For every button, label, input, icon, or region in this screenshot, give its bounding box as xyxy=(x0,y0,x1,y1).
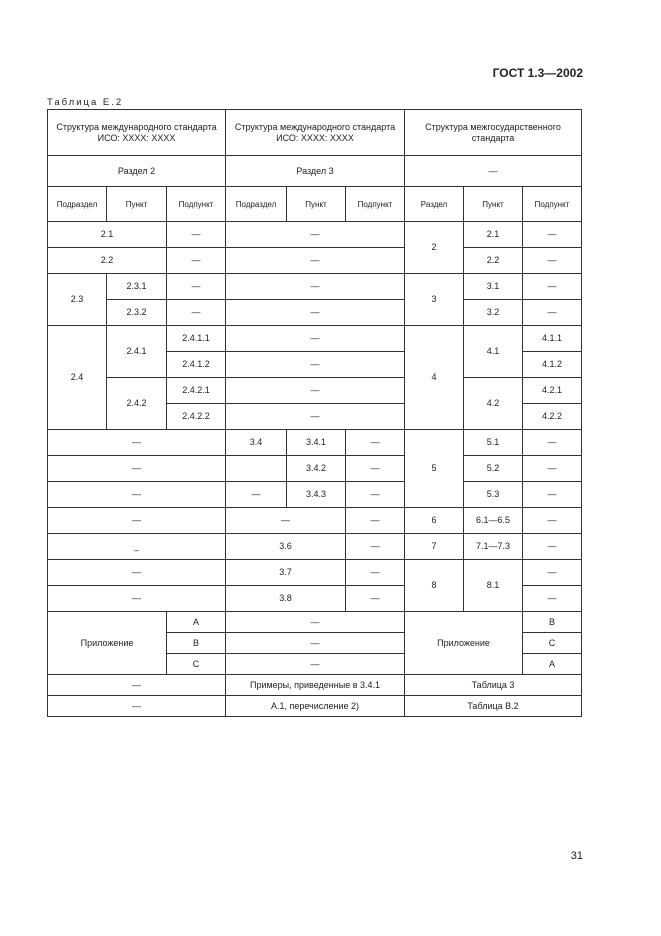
header-intl-b: Структура международного стандарта ИСО: XXXX: XXXX xyxy=(226,110,405,156)
cell: — xyxy=(226,300,405,326)
cell: — xyxy=(523,274,582,300)
table-row xyxy=(48,222,582,248)
cell: — xyxy=(523,300,582,326)
cell: — xyxy=(346,508,405,534)
cell: — xyxy=(48,456,226,482)
cell: 4.1.2 xyxy=(523,352,582,378)
cell: Таблица В.2 xyxy=(405,696,582,717)
cell: 2.3.2 xyxy=(107,300,167,326)
table-row xyxy=(48,696,582,717)
cell: — xyxy=(167,300,226,326)
cell: 3.6 xyxy=(226,534,346,560)
table-caption: Таблица Е.2 xyxy=(47,97,124,108)
cell: 4.1.1 xyxy=(523,326,582,352)
header-row-subheads xyxy=(48,187,582,222)
cell: A xyxy=(523,654,582,675)
cell: 4.2 xyxy=(464,378,523,430)
cell: 3.4.3 xyxy=(287,482,346,508)
cell: — xyxy=(523,586,582,612)
subhead-podrazdel: Подраздел xyxy=(48,187,107,222)
table-row xyxy=(48,612,582,633)
cell: — xyxy=(226,404,405,430)
cell: Приложение xyxy=(405,612,523,675)
cell: — xyxy=(346,560,405,586)
subhead-punkt: Пункт xyxy=(464,187,523,222)
subhead-punkt: Пункт xyxy=(107,187,167,222)
table-row xyxy=(48,560,582,586)
table-row xyxy=(48,456,582,482)
subhead-podpunkt: Подпункт xyxy=(167,187,226,222)
cell: — xyxy=(523,508,582,534)
cell: A xyxy=(167,612,226,633)
cell: 8 xyxy=(405,560,464,612)
cell: 3 xyxy=(405,274,464,326)
section-a: Раздел 2 xyxy=(48,156,226,187)
header-row-sections xyxy=(48,156,582,187)
table-row xyxy=(48,300,582,326)
table-row xyxy=(48,675,582,696)
cell: 2.1 xyxy=(464,222,523,248)
cell: 3.2 xyxy=(464,300,523,326)
cell: 7 xyxy=(405,534,464,560)
section-m: — xyxy=(405,156,582,187)
cell: — xyxy=(226,633,405,654)
cell: — xyxy=(523,222,582,248)
table-row xyxy=(48,430,582,456)
cell: 2.4.2 xyxy=(107,378,167,430)
cell: — xyxy=(48,560,226,586)
cell: — xyxy=(226,482,287,508)
cell xyxy=(226,456,287,482)
cell: 3.4.2 xyxy=(287,456,346,482)
cell: 4 xyxy=(405,326,464,430)
cell: — xyxy=(167,274,226,300)
cell: 7.1—7.3 xyxy=(464,534,523,560)
subhead-punkt: Пункт xyxy=(287,187,346,222)
cell: — xyxy=(523,248,582,274)
cell: 2.4 xyxy=(48,326,107,430)
cell: — xyxy=(346,456,405,482)
cell: — xyxy=(48,508,226,534)
cell: — xyxy=(48,430,226,456)
cell: — xyxy=(226,326,405,352)
cell: — xyxy=(523,534,582,560)
table-row xyxy=(48,326,582,352)
cell: 5.3 xyxy=(464,482,523,508)
cell: 2.1 xyxy=(48,222,167,248)
cell: Приложение xyxy=(48,612,167,675)
cell: 3.1 xyxy=(464,274,523,300)
cell: — xyxy=(167,222,226,248)
cell: 3.4 xyxy=(226,430,287,456)
cell: 2.4.1.2 xyxy=(167,352,226,378)
cell: C xyxy=(167,654,226,675)
cell: Таблица 3 xyxy=(405,675,582,696)
header-row-groups xyxy=(48,110,582,156)
cell: 4.2.1 xyxy=(523,378,582,404)
cell: — xyxy=(346,430,405,456)
cell: — xyxy=(226,222,405,248)
cell: 2.4.2.2 xyxy=(167,404,226,430)
table-row xyxy=(48,508,582,534)
cell: — xyxy=(48,696,226,717)
cell: — xyxy=(226,508,346,534)
page-number: 31 xyxy=(570,850,583,862)
cell: 4.1 xyxy=(464,326,523,378)
cell: B xyxy=(523,612,582,633)
cell: 2.4.2.1 xyxy=(167,378,226,404)
header-interstate: Структура межгосударственного стандарта xyxy=(405,110,582,156)
cell: 3.7 xyxy=(226,560,346,586)
cell: — xyxy=(523,482,582,508)
cell: — xyxy=(226,612,405,633)
cell: 5.1 xyxy=(464,430,523,456)
cell: 2 xyxy=(405,222,464,274)
cell: — xyxy=(226,248,405,274)
cell: 5.2 xyxy=(464,456,523,482)
cell: — xyxy=(226,274,405,300)
table-row xyxy=(48,274,582,300)
cell: — xyxy=(48,675,226,696)
subhead-razdel: Раздел xyxy=(405,187,464,222)
header-intl-a: Структура международного стандарта ИСО: XXXX: XXXX xyxy=(48,110,226,156)
cell: 2.3.1 xyxy=(107,274,167,300)
cell: — xyxy=(346,482,405,508)
cell: 2.2 xyxy=(48,248,167,274)
subhead-podpunkt: Подпункт xyxy=(346,187,405,222)
cell: B xyxy=(167,633,226,654)
cell: — xyxy=(48,586,226,612)
cell: 3.8 xyxy=(226,586,346,612)
cell: 5 xyxy=(405,430,464,508)
cell: — xyxy=(226,654,405,675)
table-row xyxy=(48,534,582,560)
cell: 3.4.1 xyxy=(287,430,346,456)
cell: — xyxy=(523,430,582,456)
subhead-podpunkt: Подпункт xyxy=(523,187,582,222)
cell: 6.1—6.5 xyxy=(464,508,523,534)
cell: — xyxy=(226,378,405,404)
table-row xyxy=(48,482,582,508)
cell: 2.4.1 xyxy=(107,326,167,378)
cell: 2.2 xyxy=(464,248,523,274)
cell: Примеры, приведенные в 3.4.1 xyxy=(226,675,405,696)
subhead-podrazdel: Подраздел xyxy=(226,187,287,222)
section-b: Раздел 3 xyxy=(226,156,405,187)
table-row xyxy=(48,248,582,274)
cell: — xyxy=(523,456,582,482)
cell: — xyxy=(48,482,226,508)
cell: C xyxy=(523,633,582,654)
cell: 4.2.2 xyxy=(523,404,582,430)
cell: А.1, перечисление 2) xyxy=(226,696,405,717)
document-code: ГОСТ 1.3—2002 xyxy=(492,66,583,80)
cell: — xyxy=(346,534,405,560)
cell: — xyxy=(226,352,405,378)
cell: 6 xyxy=(405,508,464,534)
cell: 2.4.1.1 xyxy=(167,326,226,352)
cell: — xyxy=(523,560,582,586)
cell: — xyxy=(167,248,226,274)
correspondence-table xyxy=(47,109,582,717)
cell: — xyxy=(346,586,405,612)
cell: _ xyxy=(48,534,226,560)
cell: 2.3 xyxy=(48,274,107,326)
cell: 8.1 xyxy=(464,560,523,612)
table-row xyxy=(48,378,582,404)
